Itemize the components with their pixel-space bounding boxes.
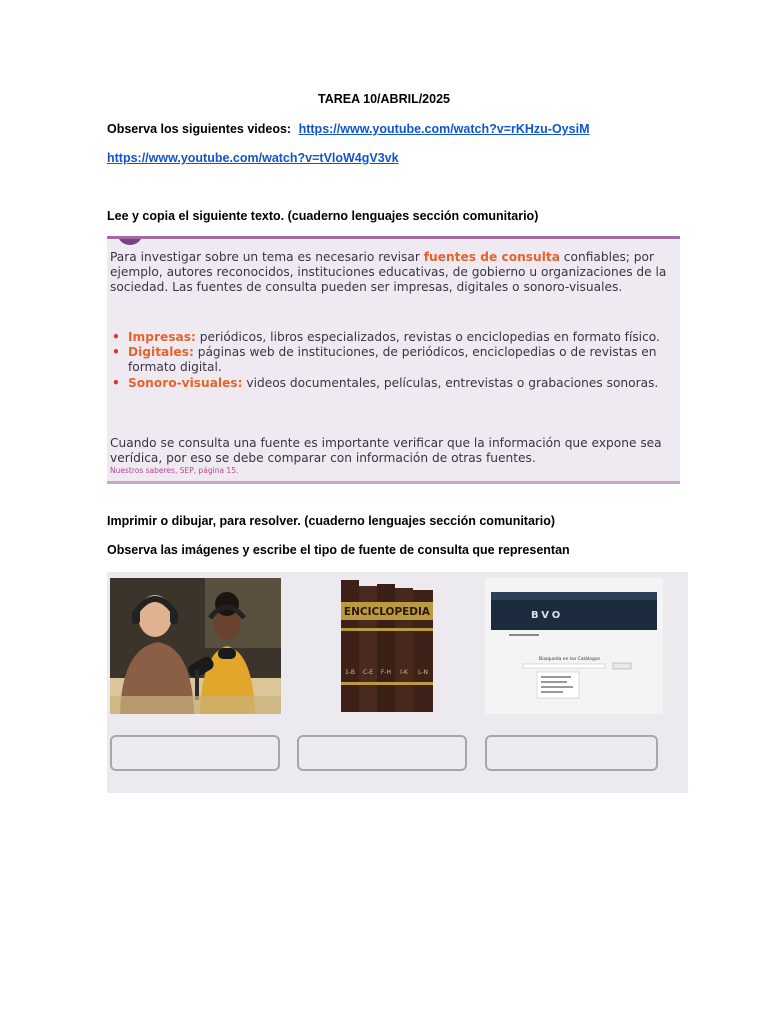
podcast-photo (110, 578, 281, 714)
list-item: • Impresas: periódicos, libros especializados, revistas o enciclopedias en formato físico. (110, 330, 675, 345)
website-heading: Búsqueda en los Catálogos (539, 657, 601, 662)
answer-box-2[interactable] (297, 735, 467, 771)
video-link-2[interactable]: https://www.youtube.com/watch?v=tVloW4gV3vk (107, 151, 399, 165)
source-types-list (110, 330, 675, 391)
podcast-illustration (110, 578, 281, 714)
textbook-excerpt-image (107, 236, 680, 484)
video-link-1[interactable]: https://www.youtube.com/watch?v=rKHzu-OysiM (298, 122, 590, 136)
activity-worksheet-image (107, 572, 688, 793)
activity-instruction-2: Observa las imágenes y escribe el tipo de fuente de consulta que representan (107, 543, 570, 557)
excerpt-paragraph-1: Para investigar sobre un tema es necesario revisar fuentes de consulta confiables; por ejemplo, autores reconocidos, instituciones educativas, de gobierno u organizaciones de la sociedad. Las fuentes de consulta pueden ser impresas, digitales o sonoro-visuales. (110, 250, 667, 295)
videos-instruction-line (107, 122, 589, 136)
svg-text:I-K: I-K (400, 669, 408, 676)
answer-box-1[interactable] (110, 735, 280, 771)
videos-intro: Observa los siguientes videos: (107, 122, 292, 136)
svg-text:1-B: 1-B (345, 669, 355, 676)
excerpt-credit: Nuestros saberes, SEP, página 15. (110, 466, 239, 475)
reading-instruction: Lee y copia el siguiente texto. (cuaderno lenguajes sección comunitario) (107, 209, 539, 223)
svg-text:C-E: C-E (362, 669, 374, 676)
encyclopedia-books-illustration (337, 578, 437, 714)
list-item: • Digitales: páginas web de instituciones, de periódicos, enciclopedias o de revistas en formato digital. (110, 345, 675, 375)
highlight-term: fuentes de consulta (423, 250, 560, 264)
page-title: TAREA 10/ABRIL/2025 (318, 92, 450, 106)
svg-text:L-N: L-N (418, 669, 428, 676)
website-logo: BVO (531, 610, 564, 621)
encyclopedia-label: ENCICLOPEDIA (343, 606, 431, 618)
answer-box-3[interactable] (485, 735, 658, 771)
list-item: • Sonoro-visuales: videos documentales, películas, entrevistas o grabaciones sonoras. (110, 376, 675, 391)
excerpt-paragraph-2: Cuando se consulta una fuente es importante verificar que la información que expone sea verídica, por eso se debe comparar con información de otras fuentes. (110, 436, 662, 466)
decorative-tab (117, 236, 143, 245)
svg-text:F-H: F-H (380, 669, 392, 676)
activity-instruction-1: Imprimir o dibujar, para resolver. (cuaderno lenguajes sección comunitario) (107, 514, 556, 528)
encyclopedia-photo (337, 578, 437, 714)
website-illustration (485, 578, 663, 714)
website-screenshot (485, 578, 663, 714)
